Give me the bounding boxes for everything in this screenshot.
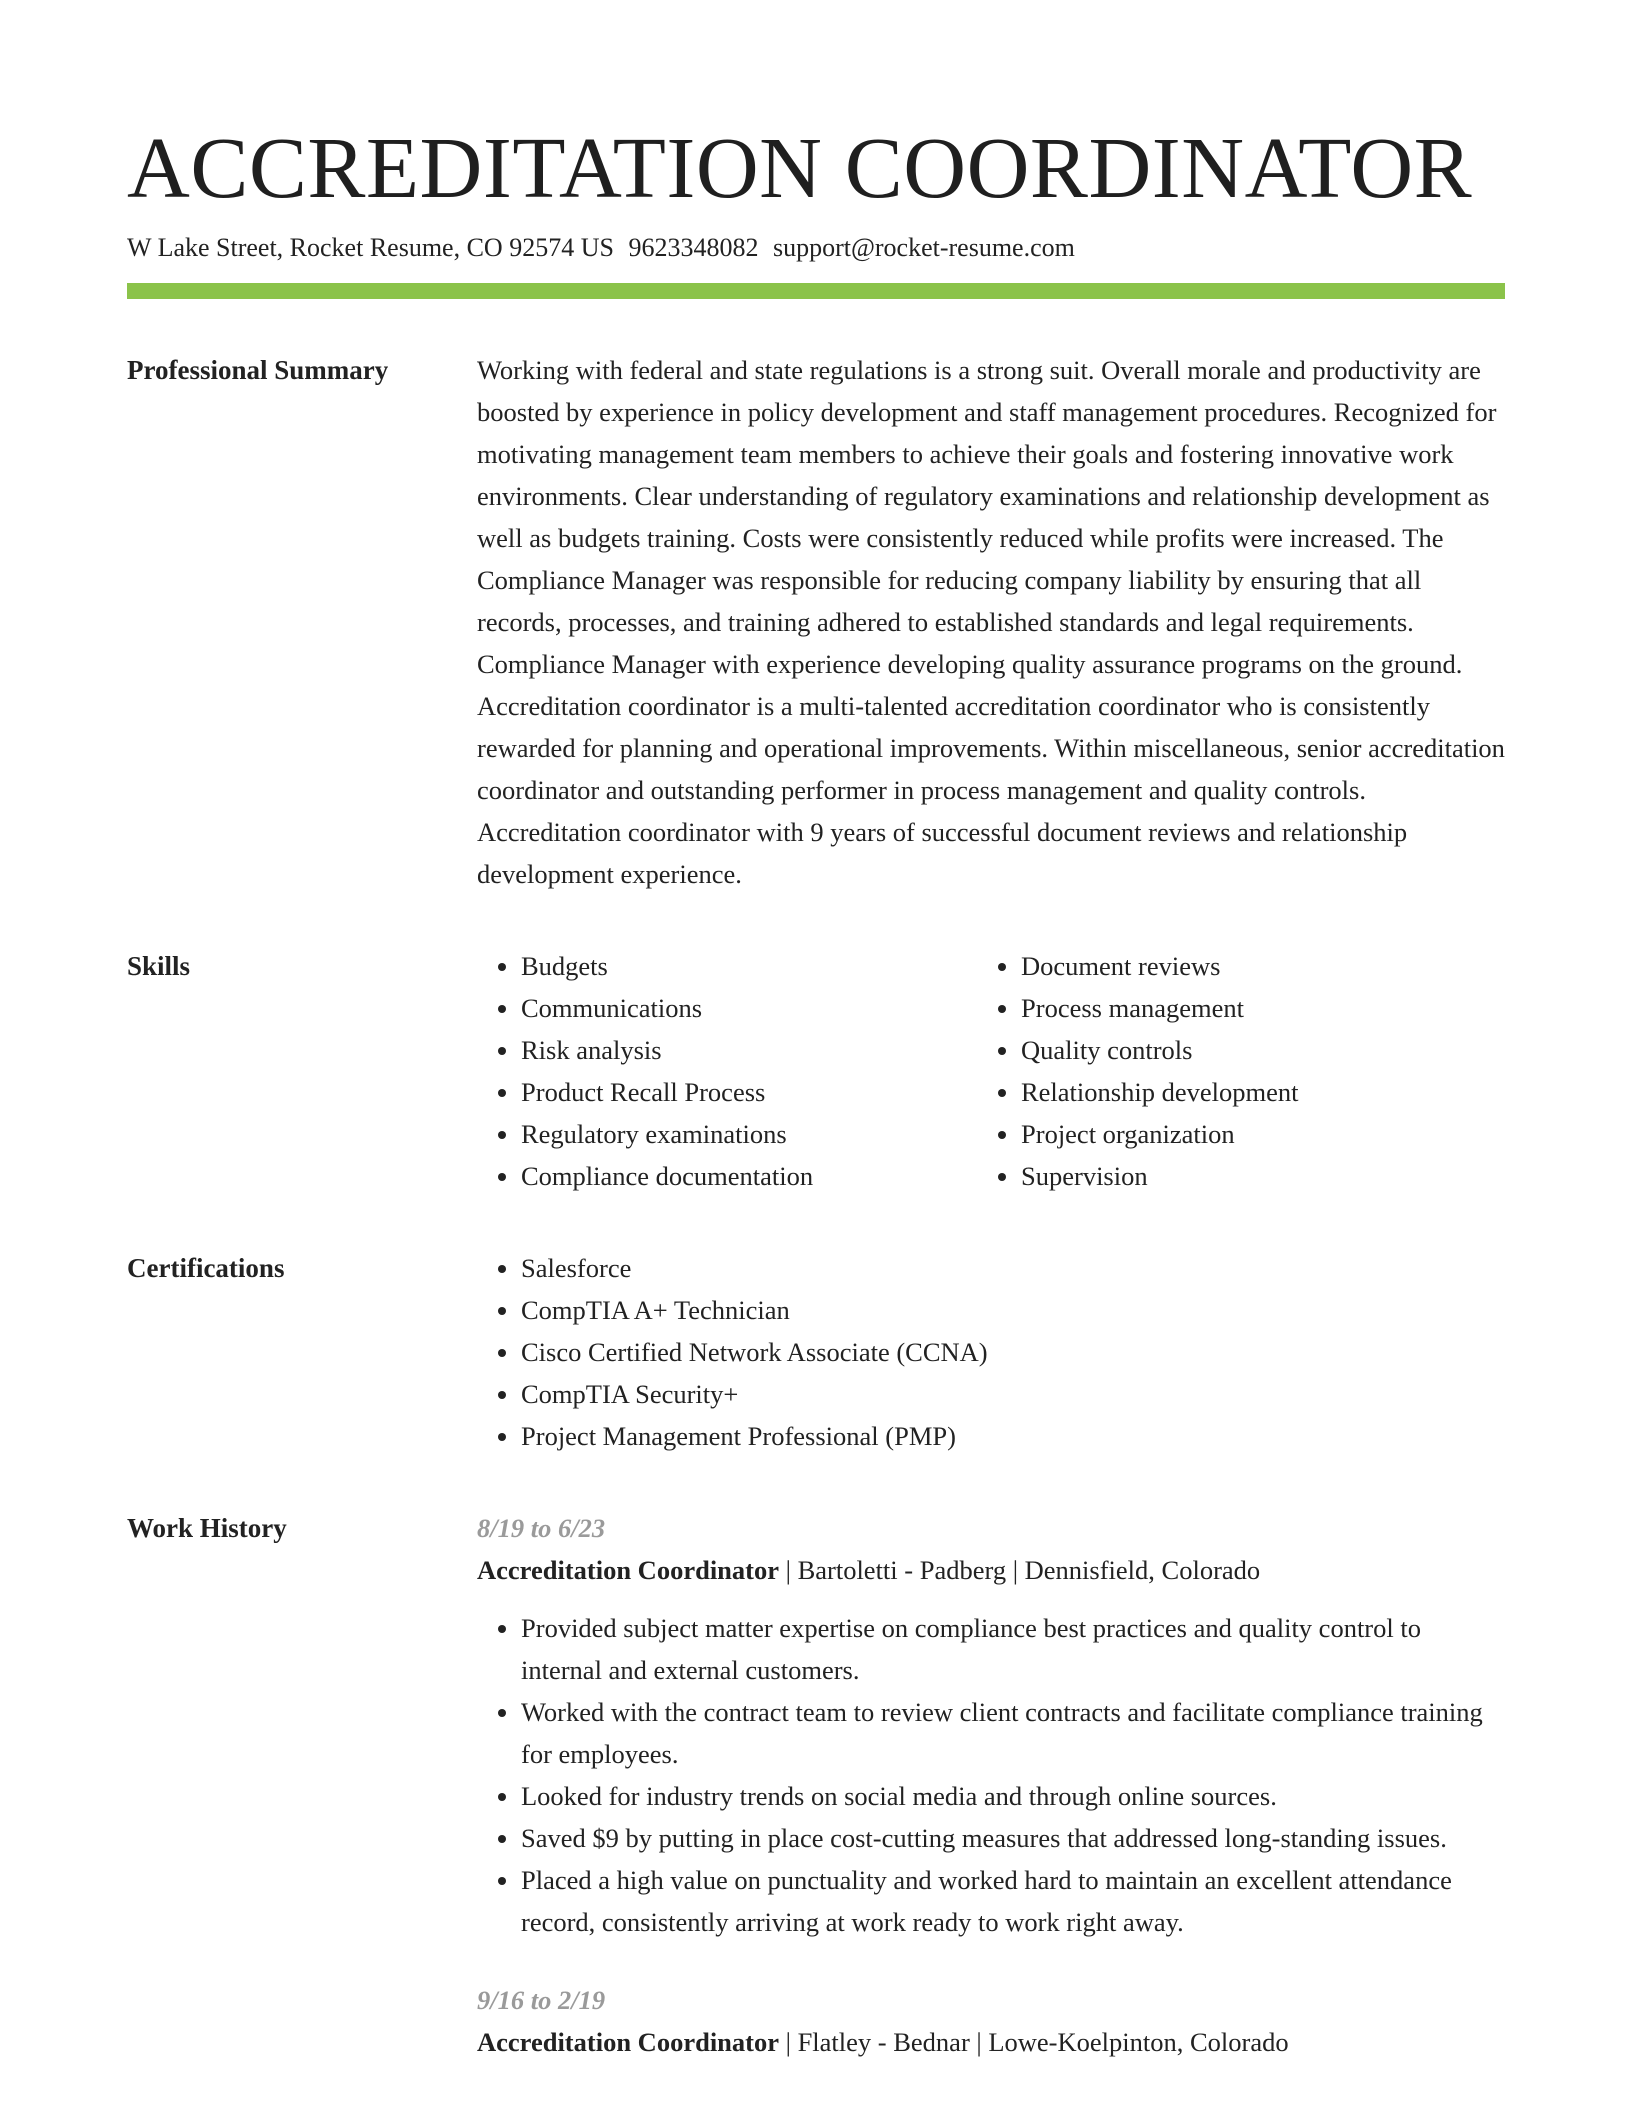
section-heading: Certifications <box>127 1253 285 1283</box>
job-title: Accreditation Coordinator <box>477 2027 780 2057</box>
section-heading: Professional Summary <box>127 355 389 385</box>
job-bullet: • Worked with the contract team to review client contracts and facilitate compliance training for employees. <box>521 1691 1505 1775</box>
certification-item: • Project Management Professional (PMP) <box>521 1415 1505 1457</box>
skill-item: • Supervision <box>1021 1155 1477 1197</box>
certification-item: • CompTIA A+ Technician <box>521 1289 1505 1331</box>
job-bullets <box>477 1607 1505 1943</box>
job-title: Accreditation Coordinator <box>477 1555 780 1585</box>
skill-item: • Risk analysis <box>521 1029 977 1071</box>
job-heading <box>477 1549 1505 1591</box>
skill-item: • Document reviews <box>1021 945 1477 987</box>
section-certifications <box>127 1247 1505 1457</box>
skill-item: • Communications <box>521 987 977 1029</box>
section-heading: Skills <box>127 951 191 981</box>
skill-item: • Quality controls <box>1021 1029 1477 1071</box>
certification-item: • CompTIA Security+ <box>521 1373 1505 1415</box>
job-entry <box>477 1979 1505 2063</box>
contact-phone: 9623348082 <box>628 233 759 262</box>
resume-name: ACCREDITATION COORDINATOR <box>127 119 1473 216</box>
job-bullet: • Saved $9 by putting in place cost-cutting measures that addressed long-standing issues. <box>521 1817 1505 1859</box>
summary-text: Working with federal and state regulations is a strong suit. Overall morale and productivity are boosted by experience in policy development and staff management procedures. Recognized for motivating management team members to achieve their goals and fostering innovative work environments. Clear understanding of regulatory examinations and relationship development as well as budgets training. Costs were consistently reduced while profits were increased. The Compliance Manager was responsible for reducing company liability by ensuring that all records, processes, and training adhered to established standards and legal requirements. Compliance Manager with experience developing quality assurance programs on the ground. Accreditation coordinator is a multi-talented accreditation coordinator who is consistently rewarded for planning and operational improvements. Within miscellaneous, senior accreditation coordinator and outstanding performer in process management and quality controls. Accreditation coordinator with 9 years of successful document reviews and relationship development experience. <box>477 355 1505 889</box>
section-heading: Work History <box>127 1513 287 1543</box>
job-bullet: • Provided subject matter expertise on compliance best practices and quality control to internal and external customers. <box>521 1607 1505 1691</box>
contact-address: W Lake Street, Rocket Resume, CO 92574 US <box>127 233 614 262</box>
job-details: | Bartoletti - Padberg | Dennisfield, Colorado <box>779 1555 1261 1585</box>
skill-item: • Process management <box>1021 987 1477 1029</box>
skills-list-left <box>477 945 977 1197</box>
skill-item: • Compliance documentation <box>521 1155 977 1197</box>
accent-rule <box>127 283 1505 299</box>
section-summary <box>127 349 1505 895</box>
job-bullet: • Looked for industry trends on social media and through online sources. <box>521 1775 1505 1817</box>
section-work-history <box>127 1507 1505 2079</box>
certification-item: • Cisco Certified Network Associate (CCNA) <box>521 1331 1505 1373</box>
job-details: | Flatley - Bednar | Lowe-Koelpinton, Colorado <box>779 2027 1289 2057</box>
section-skills <box>127 945 1505 1197</box>
contact-email: support@rocket-resume.com <box>772 233 1075 262</box>
skill-item: • Budgets <box>521 945 977 987</box>
certification-item: • Salesforce <box>521 1247 1505 1289</box>
job-dates: 8/19 to 6/23 <box>477 1513 606 1543</box>
skill-item: • Product Recall Process <box>521 1071 977 1113</box>
job-heading <box>477 2021 1505 2063</box>
certifications-list <box>477 1247 1505 1457</box>
contact-line <box>127 230 1505 266</box>
skills-list-right <box>977 945 1477 1197</box>
skill-item: • Regulatory examinations <box>521 1113 977 1155</box>
skill-item: • Relationship development <box>1021 1071 1477 1113</box>
job-entry <box>477 1507 1505 1943</box>
job-dates: 9/16 to 2/19 <box>477 1985 606 2015</box>
job-bullet: • Placed a high value on punctuality and worked hard to maintain an excellent attendance record, consistently arriving at work ready to work right away. <box>521 1859 1505 1943</box>
skill-item: • Project organization <box>1021 1113 1477 1155</box>
